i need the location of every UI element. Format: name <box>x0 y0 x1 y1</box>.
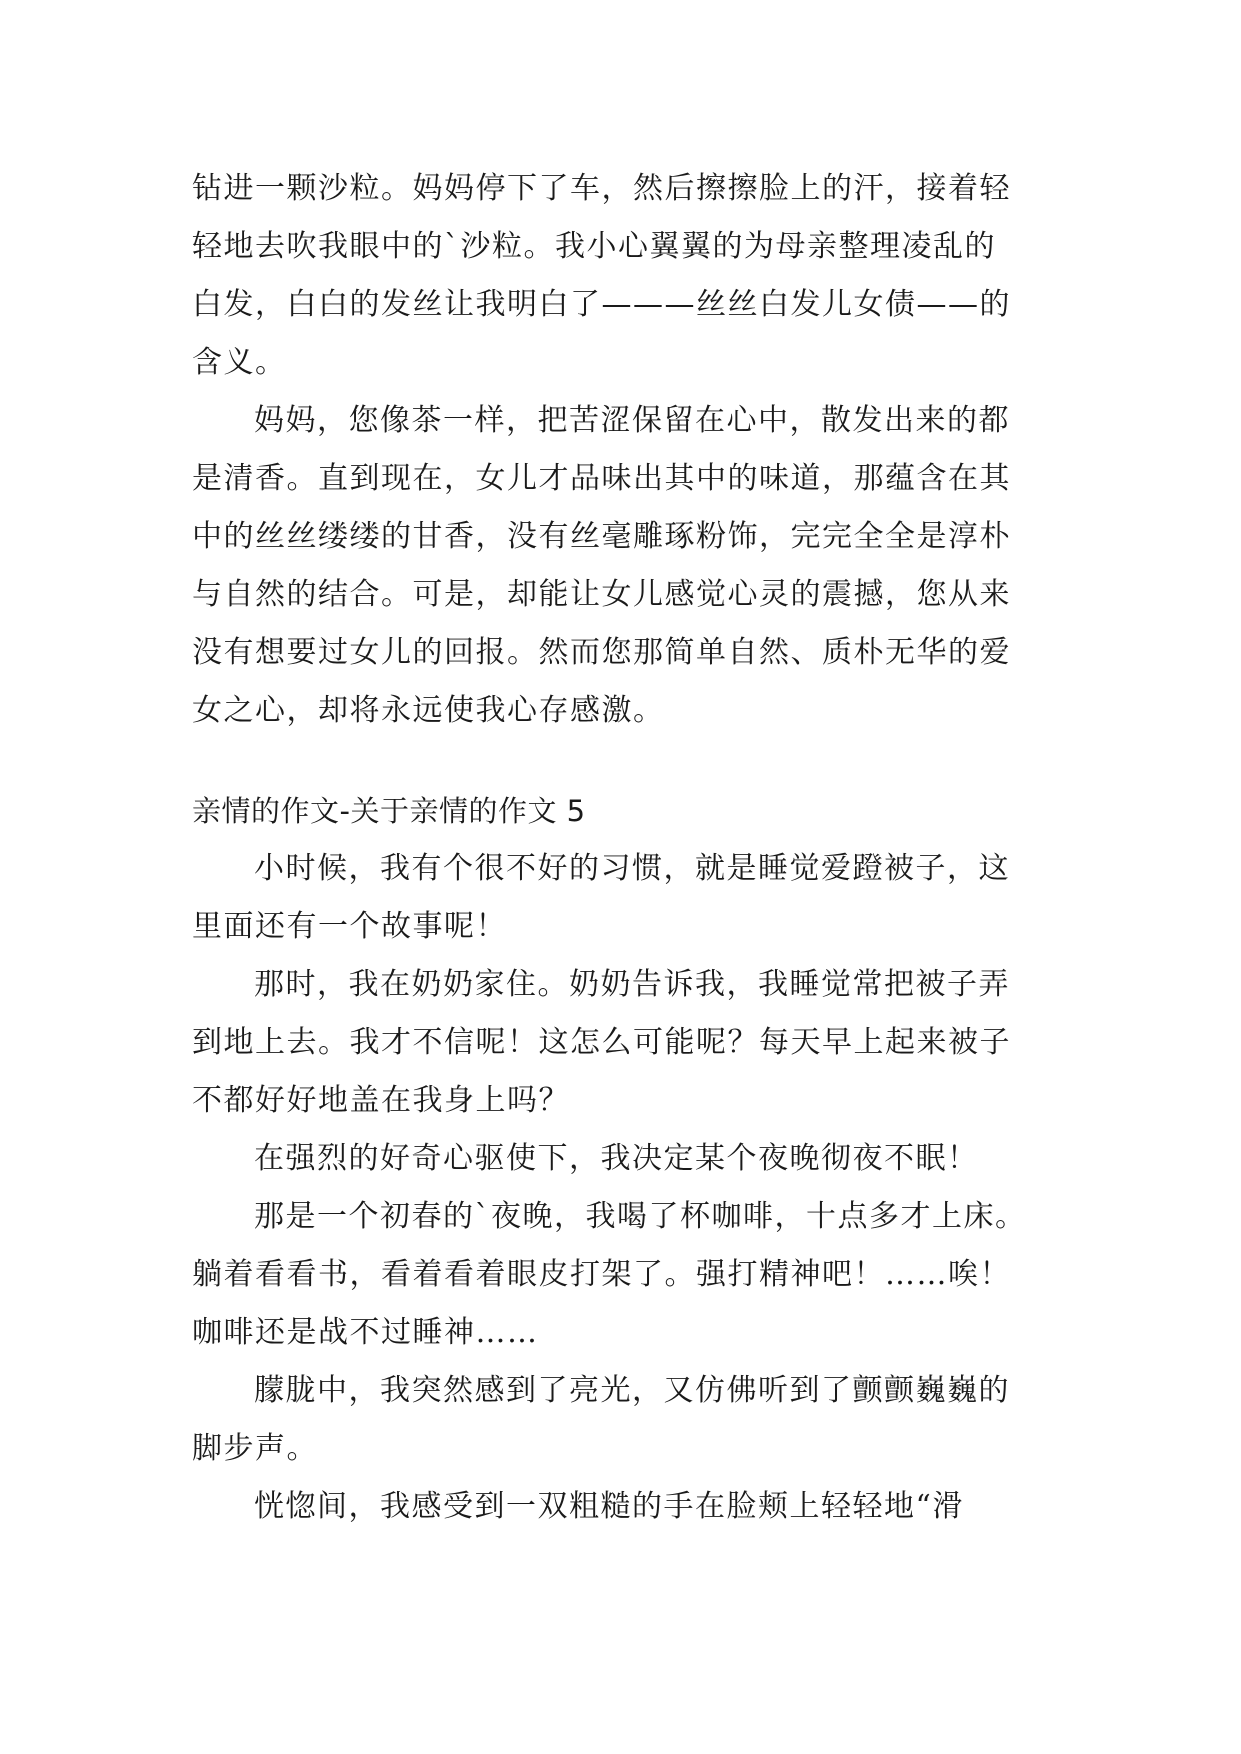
text-line: 白发，白白的发丝让我明白了———丝丝白发儿女债——的 <box>192 287 1011 322</box>
text-line: 中的丝丝缕缕的甘香，没有丝毫雕琢粉饰，完完全全是淳朴 <box>192 519 1011 554</box>
text-line: 妈妈，您像茶一样，把苦涩保留在心中，散发出来的都 <box>254 403 1010 438</box>
text-line: 小时候，我有个很不好的习惯，就是睡觉爱蹬被子，这 <box>254 851 1010 886</box>
text-line: 与自然的结合。可是，却能让女儿感觉心灵的震撼，您从来 <box>192 577 1011 612</box>
paragraph <box>192 1130 1054 1188</box>
text-line: 那时，我在奶奶家住。奶奶告诉我，我睡觉常把被子弄 <box>254 967 1010 1002</box>
paragraph <box>192 392 1054 740</box>
paragraph <box>192 956 1054 1130</box>
text-line: 女之心，却将永远使我心存感激。 <box>192 693 665 728</box>
text-line: 不都好好地盖在我身上吗？ <box>192 1083 570 1118</box>
text-line: 里面还有一个故事呢！ <box>192 909 507 944</box>
document-body <box>192 160 1054 1536</box>
paragraph <box>192 1188 1054 1362</box>
text-line: 那是一个初春的`夜晚，我喝了杯咖啡，十点多才上床。 <box>254 1199 1027 1234</box>
paragraph <box>192 840 1054 956</box>
text-line: 脚步声。 <box>192 1431 318 1466</box>
paragraph <box>192 160 1054 392</box>
text-line: 含义。 <box>192 345 287 380</box>
text-line: 朦胧中，我突然感到了亮光，又仿佛听到了颤颤巍巍的 <box>254 1373 1010 1408</box>
text-line: 到地上去。我才不信呢！这怎么可能呢？每天早上起来被子 <box>192 1025 1011 1060</box>
paragraph <box>192 1478 1054 1536</box>
paragraph <box>192 1362 1054 1478</box>
text-line: 恍惚间，我感受到一双粗糙的手在脸颊上轻轻地“滑 <box>254 1489 964 1524</box>
section-heading: 亲情的作文-关于亲情的作文 5 <box>192 794 586 828</box>
text-line: 轻地去吹我眼中的`沙粒。我小心翼翼的为母亲整理凌乱的 <box>192 229 996 264</box>
text-line: 咖啡还是战不过睡神…… <box>192 1315 539 1350</box>
text-line: 是清香。直到现在，女儿才品味出其中的味道，那蕴含在其 <box>192 461 1011 496</box>
text-line: 钻进一颗沙粒。妈妈停下了车，然后擦擦脸上的汗，接着轻 <box>192 171 1011 206</box>
section-spacer <box>192 740 1054 782</box>
text-line: 在强烈的好奇心驱使下，我决定某个夜晚彻夜不眠！ <box>254 1141 979 1176</box>
text-line: 躺着看看书，看着看着眼皮打架了。强打精神吧！……唉！ <box>192 1257 1011 1292</box>
text-line: 没有想要过女儿的回报。然而您那简单自然、质朴无华的爱 <box>192 635 1011 670</box>
